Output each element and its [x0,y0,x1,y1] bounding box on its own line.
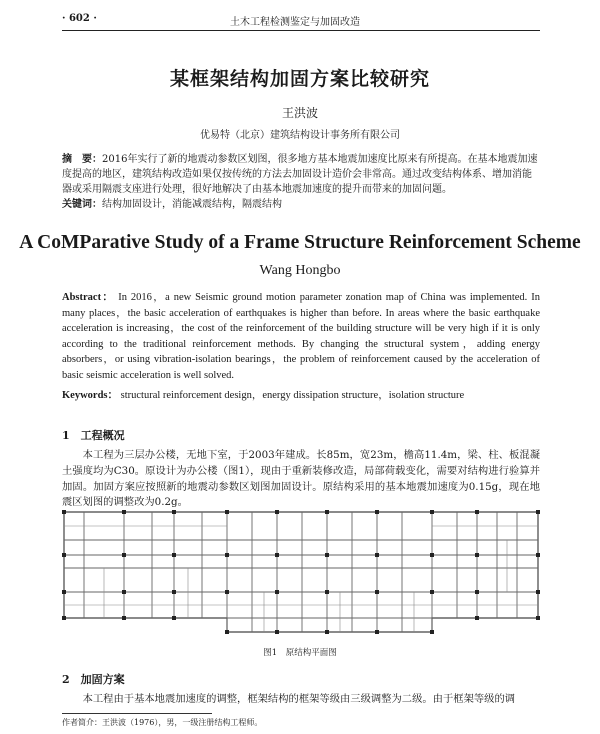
figure-caption: 图1 原结构平面图 [263,648,337,658]
keywords-en-text: structural reinforcement design，energy dissipation structure，isolation structure [120,390,465,401]
affiliation-cn: 优易特（北京）建筑结构设计事务所有限公司 [200,130,400,141]
footnote-rule [62,713,212,714]
article-title-en: A CoMParative Study of a Frame Structure Reinforcement Scheme [19,232,581,253]
section-heading-1: 1 工程概况 [62,429,125,442]
abstract-cn [62,152,540,197]
author-en: Wang Hongbo [259,263,341,278]
keywords-cn-label: 关键词： [62,199,102,210]
floor-plan-figure [62,510,540,638]
abstract-en-text: In 2016，a new Seismic ground motion parameter zonation map of China was implemented. In many places，the basic acceleration of earthquakes is higher than before. In areas where the basic earthquake acceleration is increasing，the cost of the reinforcement of the building structure will be very high if it is only according to the traditional reinforcement methods. By changing the structural system，adding energy absorbers，or using vibration-isolation bearings，the problem of reinforcement caused by the acceleration of basic seismic acceleration is well solved. [62,292,541,381]
keywords-en-label: Keywords： [62,390,118,401]
abstract-cn-text: 2016年实行了新的地震动参数区划图，很多地方基本地震加速度比原来有所提高。在基本地震加速度提高的地区，建筑结构改造如果仅按传统的方法去加固设计造价会非常高。通过改变结构体系、增加消能器或采用隔震支座进行处理，很好地解决了由基本地震加速度的提升而带来的加固问题。 [62,154,538,195]
plan-grid-lines [64,512,538,632]
author-footnote: 作者简介：王洪波（1976），男，一级注册结构工程师。 [62,718,263,727]
section-heading-2: 2 加固方案 [62,673,125,686]
plan-columns [62,510,540,634]
keywords-en [62,388,540,403]
keywords-cn-text: 结构加固设计，消能减震结构，隔震结构 [102,199,282,210]
abstract-cn-label: 摘 要： [62,154,102,165]
header-rule [62,30,540,31]
abstract-en [62,290,540,384]
keywords-cn [62,197,540,212]
page-number: · 602 · [62,13,97,24]
author-cn: 王洪波 [281,106,318,120]
running-title: 土木工程检测鉴定与加固改造 [230,17,360,28]
plan-secondary-beams [64,526,538,632]
article-title-cn: 某框架结构加固方案比较研究 [169,68,430,90]
section-text-1: 本工程为三层办公楼，无地下室，于2003年建成。长85m，宽23m，檐高11.4m，梁、柱、板混凝土强度均为C30。原设计为办公楼（图1），现由于重新装修改造，局部荷载变化，需要对结构进行验算并加固。加固方案应按照新的地震动参数区划图加固设计。原结构采用的基本地震加速度为0.15g，现在地震区划图的调整改为0.2g。 [62,449,540,509]
abstract-en-label: Abstract： [62,292,115,303]
plan-outline [64,512,538,632]
section-text-2: 本工程由于基本地震加速度的调整，框架结构的框架等级由三级调整为二级。由于框架等级的调 [82,693,516,705]
